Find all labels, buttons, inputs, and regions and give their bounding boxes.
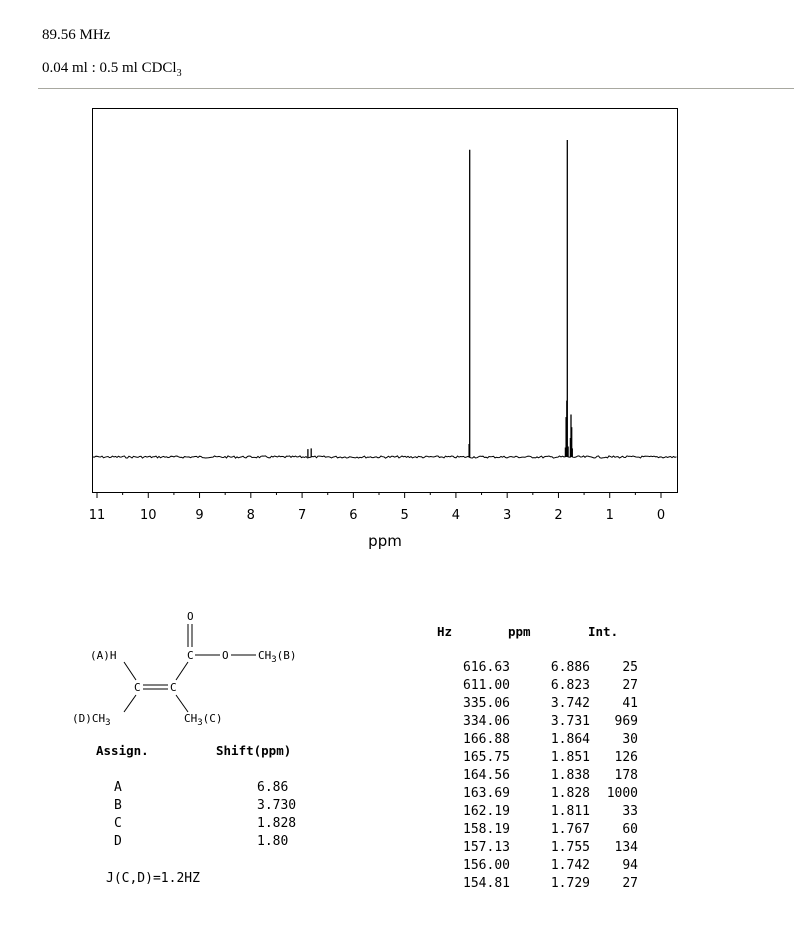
peak-hz: 163.69 — [463, 786, 510, 801]
peak-table-row — [420, 732, 640, 750]
assignment-table-header — [96, 743, 292, 758]
peak-ppm: 1.851 — [550, 750, 590, 765]
tick-label: 4 — [451, 508, 461, 523]
peak-hz: 616.63 — [463, 660, 510, 675]
bond-c2-c — [176, 695, 188, 712]
carbonyl-oxygen: O — [187, 610, 194, 623]
ester-oxygen: O — [222, 649, 229, 662]
tick-label: 1 — [605, 508, 614, 523]
carbonyl-carbon: C — [187, 649, 194, 662]
peak-ppm: 6.886 — [550, 660, 590, 675]
vinyl-carbon-2: C — [170, 681, 177, 694]
bond-cc-c2 — [176, 662, 188, 680]
nmr-spectrum-chart — [0, 100, 794, 570]
coupling-constant: J(C,D)=1.2HZ — [106, 871, 200, 886]
peak-hz: 165.75 — [463, 750, 510, 765]
peak-ppm: 3.731 — [550, 714, 590, 729]
shift-column-header: Shift(ppm) — [216, 743, 292, 758]
sample-subscript: 3 — [176, 68, 182, 79]
peak-ppm: 3.742 — [550, 696, 590, 711]
peak-hz: 158.19 — [463, 822, 510, 837]
tick-label: 3 — [503, 508, 512, 523]
tick-label: 7 — [297, 508, 307, 523]
assignment-shift: 3.730 — [257, 798, 297, 813]
peak-hz: 166.88 — [463, 732, 510, 747]
tick-label: 10 — [139, 508, 157, 523]
assignment-table — [114, 780, 297, 852]
label-d-methyl: $(D)CH_3$ — [72, 712, 111, 728]
peak-hz: 154.81 — [463, 876, 510, 891]
peak-table-row — [420, 768, 640, 786]
peak-ppm: 1.864 — [550, 732, 590, 747]
peak-ppm: 1.828 — [550, 786, 590, 801]
vinyl-carbon-1: C — [134, 681, 141, 694]
sample-concentration — [42, 60, 182, 79]
peak-ppm: 1.838 — [550, 768, 590, 783]
peak-intensity: 27 — [622, 876, 638, 891]
peak-table-row — [420, 660, 640, 678]
plot-frame — [93, 109, 678, 493]
assignment-shift: 6.86 — [257, 780, 289, 795]
peak-ppm: 1.729 — [550, 876, 590, 891]
peak-ppm: 6.823 — [550, 678, 590, 693]
peak-intensity: 94 — [622, 858, 638, 873]
peak-hz: 611.00 — [463, 678, 510, 693]
assignment-row — [114, 780, 289, 798]
peak-hz: 335.06 — [463, 696, 510, 711]
peak-intensity: 25 — [622, 660, 638, 675]
tick-label: 11 — [88, 508, 106, 523]
peak-intensity: 30 — [622, 732, 638, 747]
assignment-row — [114, 834, 289, 852]
tick-label: 2 — [554, 508, 563, 523]
x-axis-tick-labels — [89, 508, 665, 523]
peak-intensity: 969 — [614, 714, 638, 729]
peak-ppm: 1.811 — [550, 804, 590, 819]
molecule-structure — [60, 600, 320, 730]
peak-intensity: 27 — [622, 678, 638, 693]
peak-intensity: 126 — [614, 750, 638, 765]
int-column-header: Int. — [588, 624, 619, 639]
peak-hz: 162.19 — [463, 804, 510, 819]
peak-hz: 157.13 — [463, 840, 510, 855]
peak-intensity: 134 — [614, 840, 638, 855]
assignment-row — [114, 798, 297, 816]
label-b-methyl: $CH_3(B)$ — [258, 649, 297, 665]
ppm-column-header: ppm — [508, 624, 531, 639]
tick-label: 6 — [349, 508, 358, 523]
peak-intensity: 41 — [622, 696, 638, 711]
assign-column-header: Assign. — [96, 743, 149, 758]
peak-table-row — [420, 714, 640, 732]
spectrum-peaks — [308, 140, 572, 457]
peak-ppm: 1.742 — [550, 858, 590, 873]
assignment-label: D — [114, 834, 122, 849]
peak-table-row — [420, 750, 640, 768]
assignment-shift: 1.828 — [257, 816, 297, 831]
tick-label: 9 — [195, 508, 204, 523]
x-axis-label: ppm — [368, 532, 402, 550]
spectrometer-frequency: 89.56 MHz — [42, 27, 111, 43]
peak-hz: 156.00 — [463, 858, 510, 873]
peak-table-row — [420, 840, 640, 858]
peak-table-header — [437, 624, 657, 642]
bond-h-c1 — [124, 662, 136, 680]
peak-hz: 164.56 — [463, 768, 510, 783]
tick-label: 5 — [400, 508, 409, 523]
peak-table-row — [420, 858, 640, 876]
peak-table-row — [420, 696, 640, 714]
peak-table-row — [420, 804, 640, 822]
spectrum-baseline — [93, 456, 677, 458]
bond-c1-d — [124, 695, 136, 712]
assignment-label: B — [114, 798, 122, 813]
tick-label: 0 — [656, 508, 666, 523]
assignment-shift: 1.80 — [257, 834, 289, 849]
peak-table-row — [420, 678, 640, 696]
sample-text: 0.04 ml : 0.5 ml CDCl — [42, 60, 177, 76]
assignment-label: A — [114, 780, 122, 795]
peak-intensity: 60 — [622, 822, 638, 837]
peak-table — [420, 660, 640, 894]
peak-hz: 334.06 — [463, 714, 510, 729]
peak-ppm: 1.767 — [550, 822, 590, 837]
label-c-methyl: $CH_3(C)$ — [184, 712, 223, 728]
header-divider — [38, 88, 794, 89]
tick-label: 8 — [246, 508, 255, 523]
peak-table-row — [420, 822, 640, 840]
assignment-row — [114, 816, 297, 834]
assignment-label: C — [114, 816, 122, 831]
peak-table-row — [420, 786, 640, 804]
label-a-hydrogen: (A)H — [90, 649, 117, 662]
hz-column-header: Hz — [437, 624, 453, 639]
peak-table-row — [420, 876, 640, 894]
peak-ppm: 1.755 — [550, 840, 590, 855]
peak-intensity: 33 — [622, 804, 638, 819]
peak-intensity: 1000 — [606, 786, 638, 801]
peak-intensity: 178 — [614, 768, 638, 783]
